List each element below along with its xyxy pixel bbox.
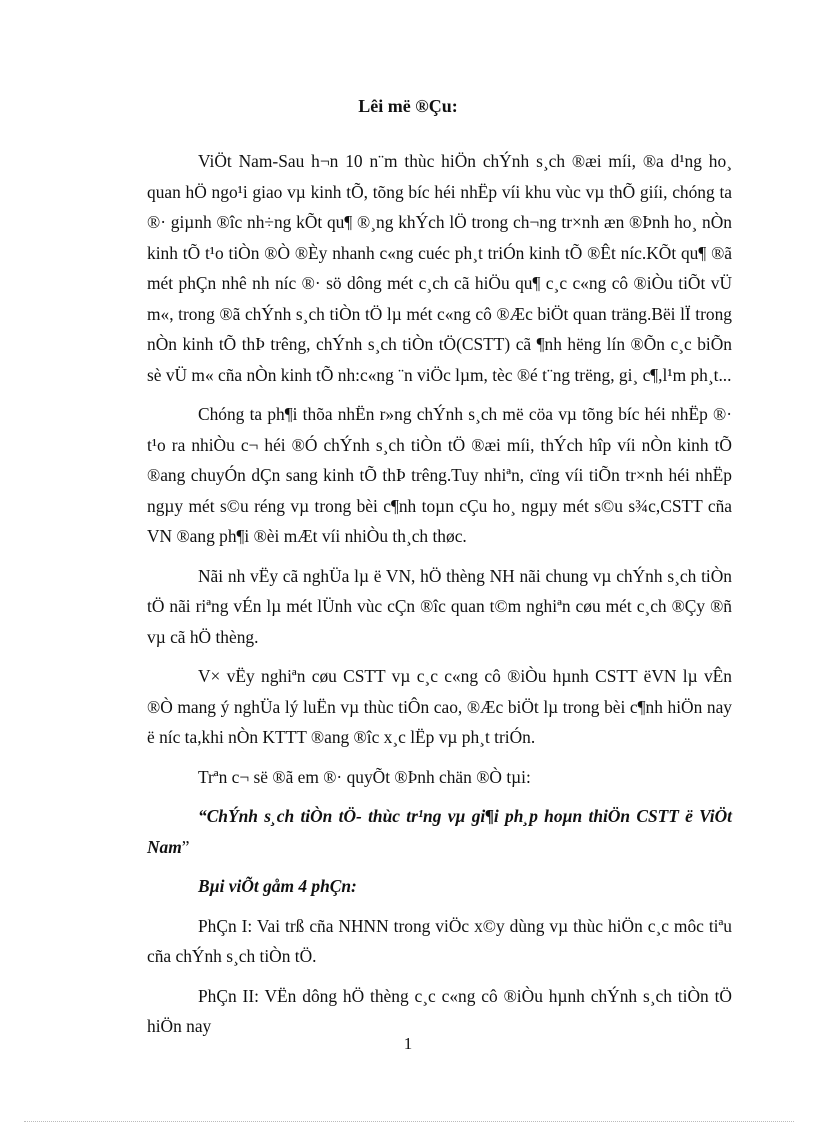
paragraph-intro: ViÖt Nam-Sau h¬n 10 n¨m thùc hiÖn chÝnh s¸ch ®æi míi, ®a d¹ng ho¸ quan hÖ ngo¹i giao vµ kinh tÕ, tõng bíc héi nhËp víi khu vùc vµ thÕ giíi, chóng ta ®· giµnh ®îc nh÷ng kÕt qu¶ ®¸ng khÝch lÖ trong ch¬ng tr×nh æn ®Þnh ho¸ nÒn kinh tÕ t¹o tiÒn ®Ò ®Èy nhanh c«ng cuéc ph¸t triÓn kinh tÕ ®Êt níc.KÕt qu¶ ®ã mét phÇn nhê nh níc ®· sö dông mét c¸ch cã hiÖu qu¶ c¸c c«ng cô ®iÒu tiÕt vÜ m«, trong ®ã chÝnh s¸ch tiÒn tÖ lµ mét c«ng cô ®Æc biÖt quan träng.Bëi lÏ trong nÒn kinh tÕ thÞ trêng, chÝnh s¸ch tiÒn tÖ(CSTT) cã ¶nh hëng lín ®Õn c¸c biÕn sè vÜ m« cña nÒn kinh tÕ nh:c«ng ¨n viÖc lµm, tèc ®é t¨ng trëng, gi¸ c¶,l¹m ph¸t... — [147, 151, 732, 385]
part-two: PhÇn II: VËn dông hÖ thèng c¸c c«ng cô ®iÒu hµnh chÝnh s¸ch tiÒn tÖ hiÖn nay — [147, 985, 732, 1036]
structure-heading: Bµi viÕt gåm 4 phÇn: — [198, 876, 357, 896]
part-one: PhÇn I: Vai trß cña NHNN trong viÖc x©y dùng vµ thùc hiÖn c¸c môc tiªu cña chÝnh s¸ch tiÒn tÖ. — [147, 915, 732, 966]
topic-close-quote: ” — [181, 836, 190, 857]
page-bottom-divider — [24, 1121, 794, 1122]
topic-open-quote: “ — [198, 806, 207, 826]
document-title: Lêi më ®Çu: — [358, 96, 458, 116]
paragraph-research-need: Nãi nh vËy cã nghÜa lµ ë VN, hÖ thèng NH nãi chung vµ chÝnh s¸ch tiÒn tÖ nãi riªng vÉn lµ mét lÜnh vùc cÇn ®îc quan t©m nghiªn cøu mét c¸ch ®Çy ®ñ vµ cã hÖ thèng. — [147, 565, 732, 647]
topic-title — [147, 801, 732, 862]
paragraph-significance: V× vËy nghiªn cøu CSTT vµ c¸c c«ng cô ®iÒu hµnh CSTT ëVN lµ vÊn ®Ò mang ý nghÜa lý luËn vµ thùc tiÔn cao, ®Æc biÖt lµ trong bèi c¶nh hiÖn nay ë níc ta,khi nÒn KTTT ®ang ®îc x¸c lËp vµ ph¸t triÓn. — [147, 666, 732, 747]
paragraph-integration: Chóng ta ph¶i thõa nhËn r»ng chÝnh s¸ch më cöa vµ tõng bíc héi nhËp ®· t¹o ra nhiÒu c¬ héi ®Ó chÝnh s¸ch tiÒn tÖ ®æi míi, thÝch hîp víi nÒn kinh tÕ ®ang chuyÓn dÇn sang kinh tÕ thÞ trêng.Tuy nhiªn, cïng víi tiÕn tr×nh héi nhËp ngµy mét s©u réng vµ trong bèi c¶nh toµn cÇu ho¸ ngµy mét s©u s¾c,CSTT cña VN ®ang ph¶i ®èi mÆt víi nhiÒu th¸ch thøc. — [147, 404, 732, 546]
page-number: 1 — [403, 1034, 413, 1053]
topic-text: ChÝnh s¸ch tiÒn tÖ- thùc tr¹ng vµ gi¶i ph¸p hoµn thiÖn CSTT ë ViÖt Nam — [147, 806, 732, 857]
document-body — [147, 146, 732, 1051]
paragraph-topic-choice: Trªn c¬ së ®ã em ®· quyÕt ®Þnh chän ®Ò tµi: — [198, 766, 531, 787]
